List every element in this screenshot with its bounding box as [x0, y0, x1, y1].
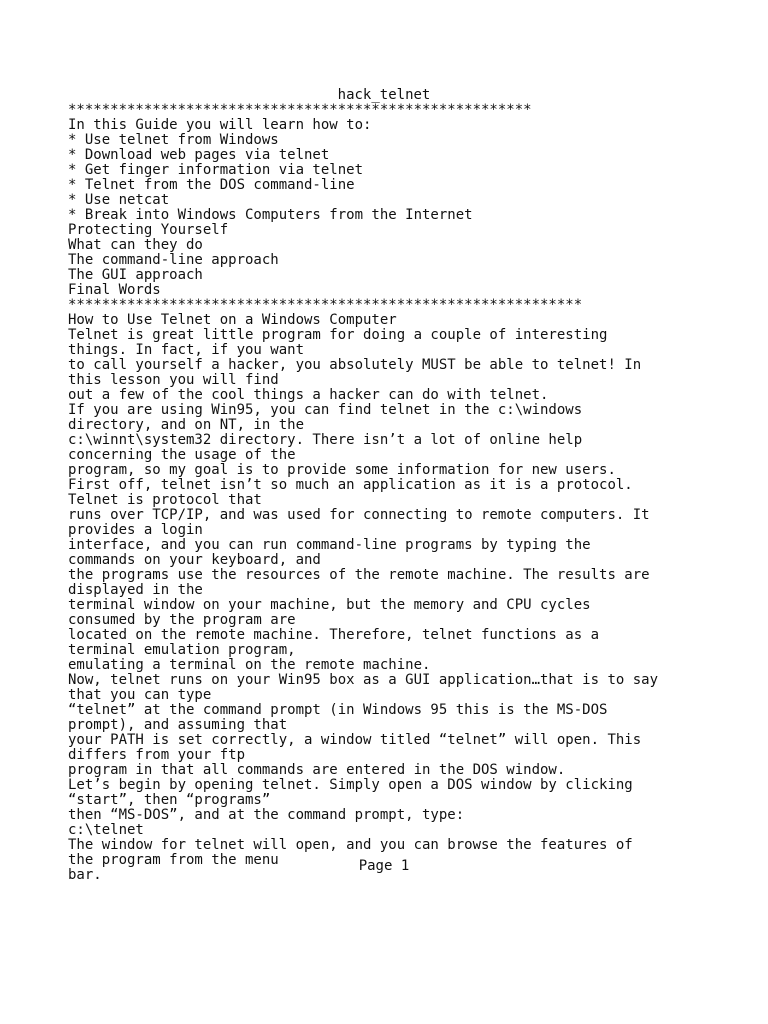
- body-line: If you are using Win95, you can find telnet in the c:\windows: [68, 402, 583, 418]
- body-line: this lesson you will find: [68, 372, 279, 388]
- body-line: In this Guide you will learn how to:: [68, 117, 372, 133]
- body-line: displayed in the: [68, 582, 203, 598]
- body-line: c:\winnt\system32 directory. There isn’t a lot of online help: [68, 432, 583, 448]
- body-line: “telnet” at the command prompt (in Windows 95 this is the MS-DOS: [68, 702, 608, 718]
- body-line: First off, telnet isn’t so much an application as it is a protocol.: [68, 477, 633, 493]
- body-line: “start”, then “programs”: [68, 792, 271, 808]
- document-body: [68, 103, 758, 883]
- body-line: terminal emulation program,: [68, 642, 296, 658]
- body-line: Telnet is protocol that: [68, 492, 262, 508]
- body-line: * Use netcat: [68, 192, 170, 208]
- body-line: bar.: [68, 867, 102, 883]
- body-line: *******************************************************: [68, 102, 532, 118]
- body-line: * Telnet from the DOS command-line: [68, 177, 355, 193]
- body-line: How to Use Telnet on a Windows Computer: [68, 312, 397, 328]
- body-line: consumed by the program are: [68, 612, 296, 628]
- body-line: commands on your keyboard, and: [68, 552, 321, 568]
- body-line: The GUI approach: [68, 267, 203, 283]
- body-line: Let’s begin by opening telnet. Simply open a DOS window by clicking: [68, 777, 633, 793]
- page-number: Page 1: [358, 858, 410, 874]
- body-line: emulating a terminal on the remote machine.: [68, 657, 431, 673]
- body-line: prompt), and assuming that: [68, 717, 288, 733]
- body-line: * Download web pages via telnet: [68, 147, 330, 163]
- body-line: program, so my goal is to provide some information for new users.: [68, 462, 616, 478]
- document-title: [0, 88, 768, 103]
- body-line: The command-line approach: [68, 252, 279, 268]
- body-line: out a few of the cool things a hacker can do with telnet.: [68, 387, 549, 403]
- body-line: the programs use the resources of the remote machine. The results are: [68, 567, 650, 583]
- body-line: program in that all commands are entered in the DOS window.: [68, 762, 566, 778]
- body-line: * Get finger information via telnet: [68, 162, 364, 178]
- body-line: things. In fact, if you want: [68, 342, 305, 358]
- body-line: differs from your ftp: [68, 747, 246, 763]
- body-line: *************************************************************: [68, 297, 583, 313]
- body-line: Final Words: [68, 282, 161, 298]
- document-title-text: hack_telnet: [337, 87, 431, 103]
- body-line: provides a login: [68, 522, 203, 538]
- body-line: Protecting Yourself: [68, 222, 229, 238]
- body-line: to call yourself a hacker, you absolutely MUST be able to telnet! In: [68, 357, 642, 373]
- body-line: located on the remote machine. Therefore, telnet functions as a: [68, 627, 600, 643]
- body-line: the program from the menu: [68, 852, 279, 868]
- body-line: your PATH is set correctly, a window titled “telnet” will open. This: [68, 732, 642, 748]
- body-line: Telnet is great little program for doing a couple of interesting: [68, 327, 608, 343]
- body-line: Now, telnet runs on your Win95 box as a GUI application…that is to say: [68, 672, 659, 688]
- body-line: runs over TCP/IP, and was used for connecting to remote computers. It: [68, 507, 650, 523]
- body-line: concerning the usage of the: [68, 447, 296, 463]
- body-line: * Use telnet from Windows: [68, 132, 279, 148]
- body-line: terminal window on your machine, but the memory and CPU cycles: [68, 597, 591, 613]
- body-line: c:\telnet: [68, 822, 144, 838]
- body-line: then “MS-DOS”, and at the command prompt, type:: [68, 807, 465, 823]
- body-line: The window for telnet will open, and you can browse the features of: [68, 837, 633, 853]
- body-line: interface, and you can run command-line programs by typing the: [68, 537, 591, 553]
- body-line: What can they do: [68, 237, 203, 253]
- body-line: directory, and on NT, in the: [68, 417, 305, 433]
- body-line: * Break into Windows Computers from the Internet: [68, 207, 473, 223]
- body-line: that you can type: [68, 687, 212, 703]
